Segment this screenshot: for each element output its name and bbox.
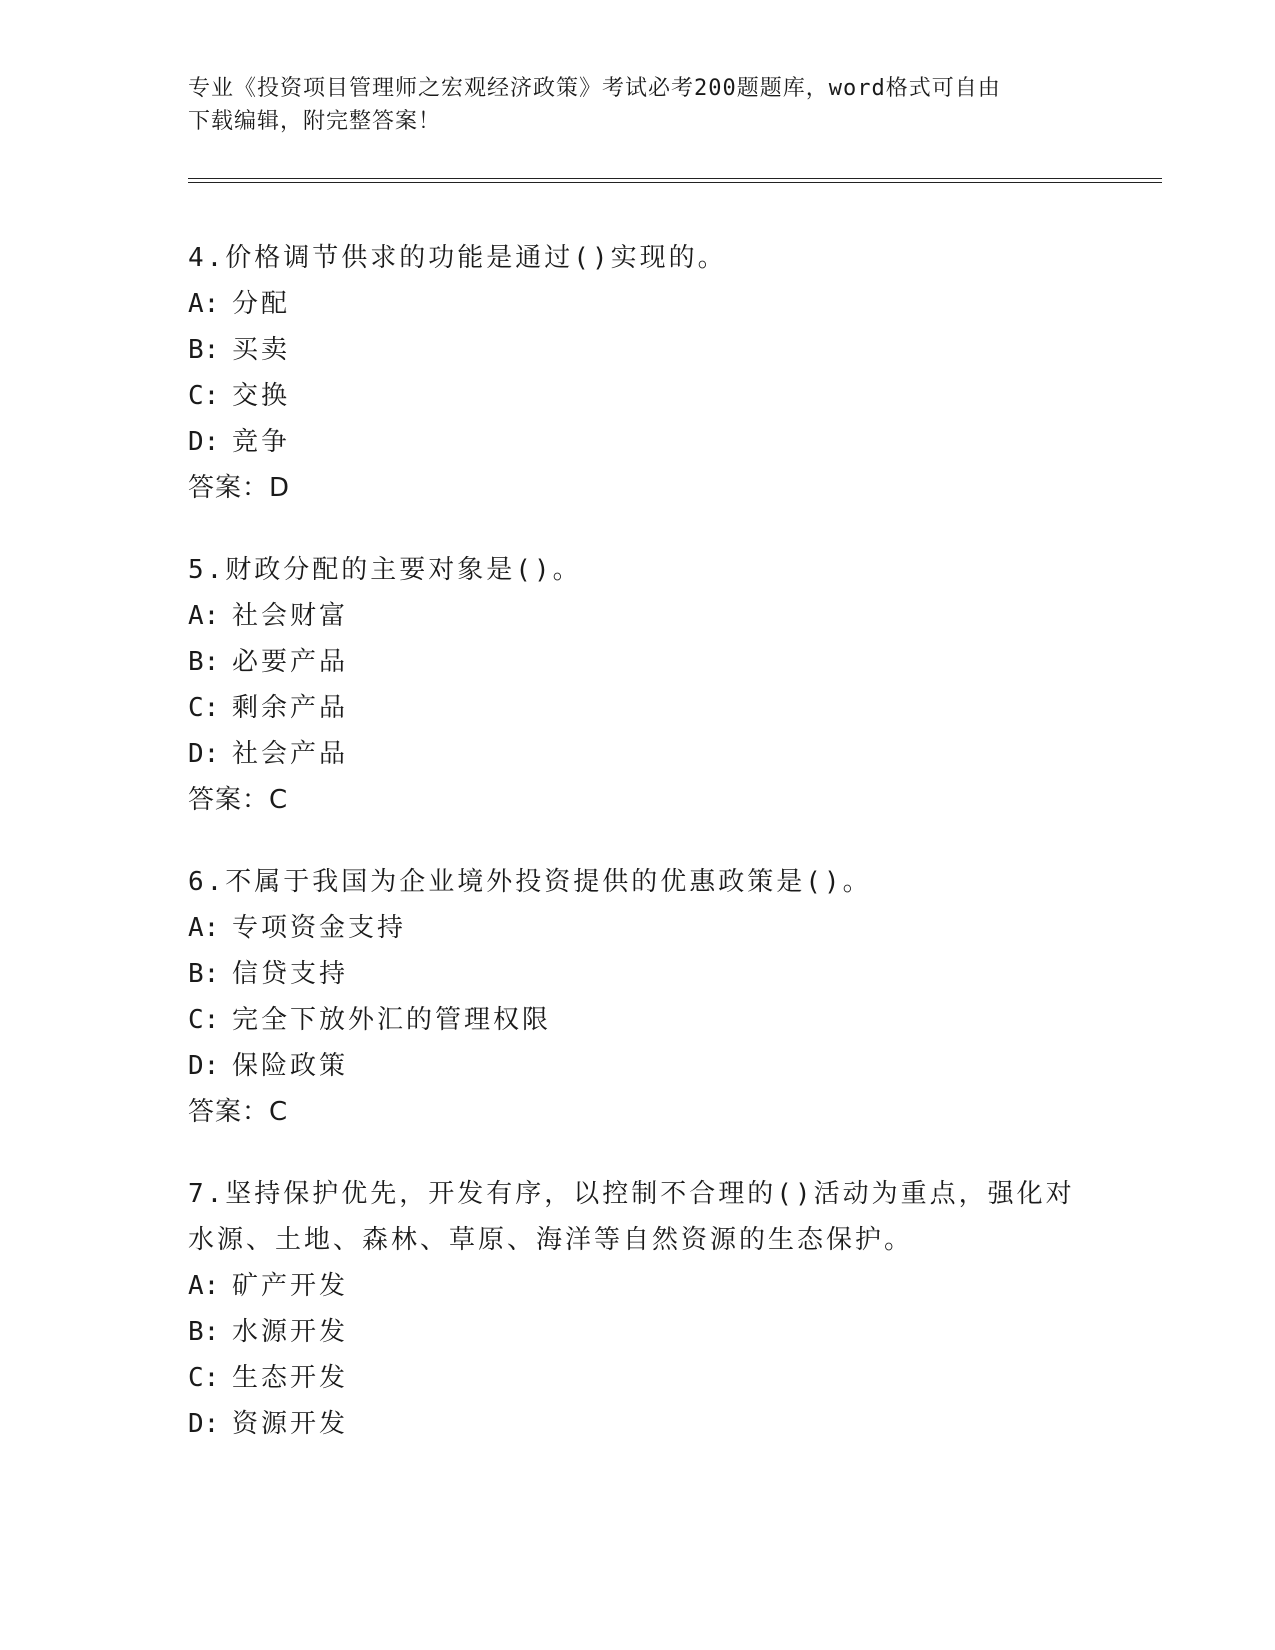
question-list xyxy=(188,235,1088,1483)
option-text: 专项资金支持 xyxy=(232,913,407,943)
option-text: 水源开发 xyxy=(232,1317,349,1347)
option-text: 交换 xyxy=(232,381,291,411)
option-key: C: xyxy=(188,693,220,723)
option-key: D: xyxy=(188,1051,220,1081)
question-6 xyxy=(188,859,1088,1135)
option-key: C: xyxy=(188,1005,220,1035)
header-line-1: 专业《投资项目管理师之宏观经济政策》考试必考200题题库，word格式可自由 xyxy=(188,76,1001,101)
question-stem: 4.价格调节供求的功能是通过()实现的。 xyxy=(188,243,727,273)
question-stem: 7.坚持保护优先，开发有序，以控制不合理的()活动为重点，强化对 xyxy=(188,1179,1075,1209)
header-divider xyxy=(188,178,1162,183)
option-c xyxy=(188,373,1088,419)
option-text: 信贷支持 xyxy=(232,959,349,989)
option-text: 矿产开发 xyxy=(232,1271,349,1301)
option-d xyxy=(188,419,1088,465)
answer: 答案：C xyxy=(188,1097,289,1127)
option-b xyxy=(188,951,1088,997)
option-key: B: xyxy=(188,959,220,989)
option-key: B: xyxy=(188,647,220,677)
answer: 答案：C xyxy=(188,785,289,815)
option-text: 社会产品 xyxy=(232,739,349,769)
option-a xyxy=(188,905,1088,951)
option-text: 保险政策 xyxy=(232,1051,349,1081)
option-key: C: xyxy=(188,1363,220,1393)
option-key: A: xyxy=(188,289,220,319)
option-d xyxy=(188,731,1088,777)
option-key: A: xyxy=(188,601,220,631)
document-header xyxy=(188,72,1088,138)
option-text: 剩余产品 xyxy=(232,693,349,723)
question-stem-continued: 水源、土地、森林、草原、海洋等自然资源的生态保护。 xyxy=(188,1225,914,1255)
option-b xyxy=(188,1309,1088,1355)
option-text: 生态开发 xyxy=(232,1363,349,1393)
option-b xyxy=(188,639,1088,685)
option-key: A: xyxy=(188,1271,220,1301)
option-c xyxy=(188,685,1088,731)
option-d xyxy=(188,1401,1088,1447)
option-text: 分配 xyxy=(232,289,291,319)
option-key: C: xyxy=(188,381,220,411)
option-key: D: xyxy=(188,1409,220,1439)
answer: 答案：D xyxy=(188,473,291,503)
question-stem: 5.财政分配的主要对象是()。 xyxy=(188,555,582,585)
option-text: 资源开发 xyxy=(232,1409,349,1439)
option-key: A: xyxy=(188,913,220,943)
question-5 xyxy=(188,547,1088,823)
option-key: D: xyxy=(188,427,220,457)
option-a xyxy=(188,1263,1088,1309)
option-b xyxy=(188,327,1088,373)
header-line-2: 下载编辑，附完整答案！ xyxy=(188,109,442,134)
option-text: 社会财富 xyxy=(232,601,349,631)
option-text: 买卖 xyxy=(232,335,291,365)
question-7 xyxy=(188,1171,1088,1447)
option-text: 必要产品 xyxy=(232,647,349,677)
question-4 xyxy=(188,235,1088,511)
option-a xyxy=(188,281,1088,327)
option-key: B: xyxy=(188,335,220,365)
option-a xyxy=(188,593,1088,639)
option-text: 竞争 xyxy=(232,427,291,457)
option-text: 完全下放外汇的管理权限 xyxy=(232,1005,552,1035)
option-key: D: xyxy=(188,739,220,769)
question-stem: 6.不属于我国为企业境外投资提供的优惠政策是()。 xyxy=(188,867,872,897)
option-c xyxy=(188,997,1088,1043)
option-d xyxy=(188,1043,1088,1089)
option-key: B: xyxy=(188,1317,220,1347)
option-c xyxy=(188,1355,1088,1401)
